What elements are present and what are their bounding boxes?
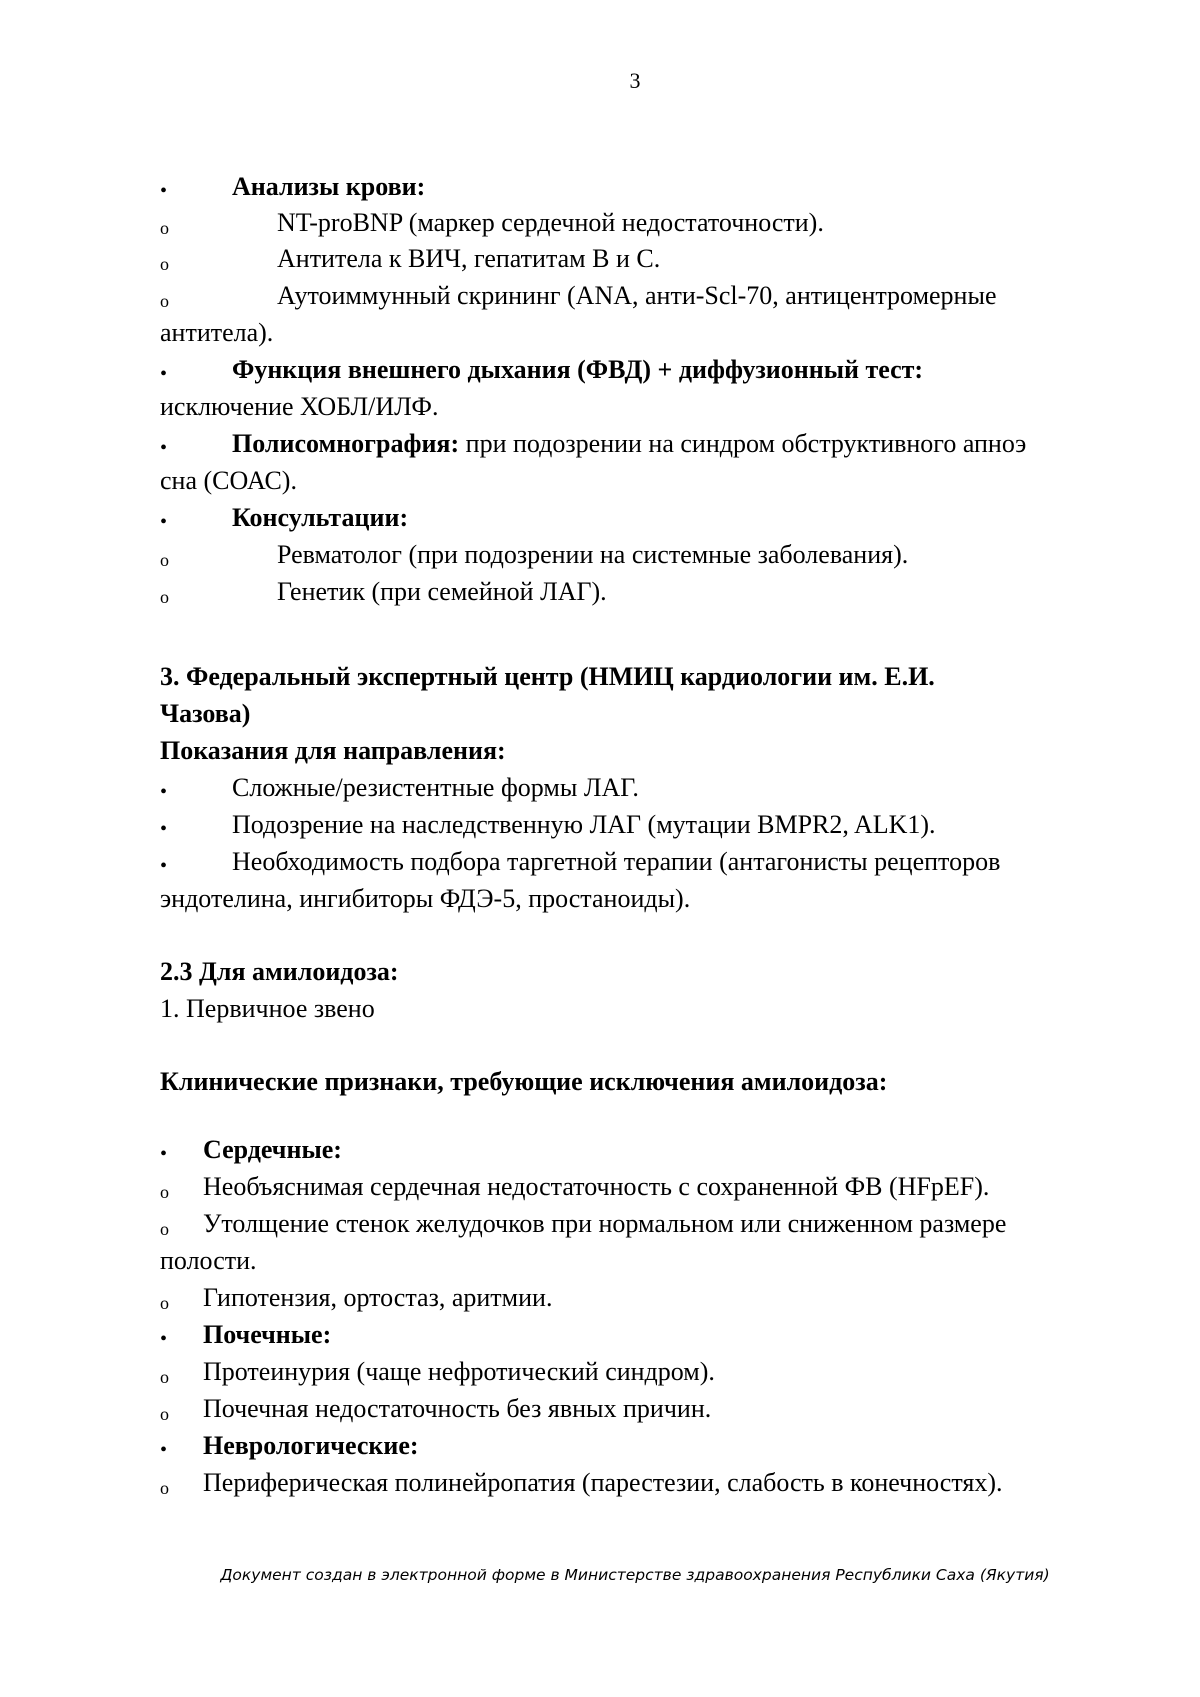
bullet-icon: • (160, 781, 168, 803)
bullet-icon: • (160, 818, 168, 840)
amyloid-heading: 2.3 Для амилоидоза: (160, 957, 399, 986)
bullet-icon: • (160, 855, 168, 877)
circle-bullet-icon: o (160, 587, 169, 607)
bullet-icon: • (160, 363, 168, 385)
list-item: Генетик (при семейной ЛАГ). (277, 577, 607, 606)
list-item-continuation: эндотелина, ингибиторы ФДЭ-5, простаноиды). (160, 884, 691, 913)
pft-heading: Функция внешнего дыхания (ФВД) + диффузионный тест: (232, 355, 924, 384)
bullet-icon: • (160, 1439, 168, 1461)
list-item-continuation: антитела). (160, 318, 274, 347)
circle-bullet-icon: o (160, 1219, 169, 1239)
list-item-continuation: полости. (160, 1246, 257, 1275)
circle-bullet-icon: o (160, 1367, 169, 1387)
list-item: Антитела к ВИЧ, гепатитам B и C. (277, 244, 661, 273)
psg-line (232, 427, 1200, 461)
list-item: Ревматолог (при подозрении на системные заболевания). (277, 540, 909, 569)
bullet-icon: • (160, 1143, 168, 1165)
list-item: Сложные/резистентные формы ЛАГ. (232, 773, 639, 802)
list-item: Периферическая полинейропатия (парестезии, слабость в конечностях). (203, 1468, 1003, 1497)
section-title-cont: Чазова) (160, 699, 251, 728)
bullet-icon: • (160, 511, 168, 533)
cardiac-heading: Сердечные: (203, 1135, 342, 1164)
consult-heading: Консультации: (232, 503, 409, 532)
primary-level: 1. Первичное звено (160, 994, 375, 1023)
signs-heading: Клинические признаки, требующие исключения амилоидоза: (160, 1067, 888, 1096)
circle-bullet-icon: o (160, 1404, 169, 1424)
pft-text: исключение ХОБЛ/ИЛФ. (160, 392, 439, 421)
neuro-heading: Неврологические: (203, 1431, 419, 1460)
blood-tests-heading: Анализы крови: (232, 172, 426, 201)
list-item: Необходимость подбора таргетной терапии (антагонисты рецепторов (232, 847, 1001, 876)
circle-bullet-icon: o (160, 1478, 169, 1498)
list-item: Протеинурия (чаще нефротический синдром). (203, 1357, 715, 1386)
list-item: Подозрение на наследственную ЛАГ (мутации BMPR2, ALK1). (232, 810, 936, 839)
bullet-icon: • (160, 180, 168, 202)
renal-heading: Почечные: (203, 1320, 332, 1349)
list-item: NT-proBNP (маркер сердечной недостаточности). (277, 208, 824, 237)
psg-continuation: сна (СОАС). (160, 466, 297, 495)
circle-bullet-icon: o (160, 1293, 169, 1313)
list-item: Гипотензия, ортостаз, аритмии. (203, 1283, 553, 1312)
psg-heading: Полисомнография: (232, 429, 460, 458)
page-number: 3 (629, 68, 641, 93)
section-title: 3. Федеральный экспертный центр (НМИЦ кардиологии им. Е.И. (160, 662, 935, 691)
bullet-icon: • (160, 437, 168, 459)
document-footer: Документ создан в электронной форме в Министерстве здравоохранения Республики Саха (Якутия) (220, 1566, 1050, 1584)
circle-bullet-icon: o (160, 550, 169, 570)
bullet-icon: • (160, 1328, 168, 1350)
circle-bullet-icon: o (160, 291, 169, 311)
circle-bullet-icon: o (160, 218, 169, 238)
list-item: Аутоиммунный скрининг (ANA, анти-Scl-70, антицентромерные (277, 281, 997, 310)
list-item: Необъяснимая сердечная недостаточность с сохраненной ФВ (HFpEF). (203, 1172, 990, 1201)
list-item: Утолщение стенок желудочков при нормальном или сниженном размере (203, 1209, 1007, 1238)
circle-bullet-icon: o (160, 1182, 169, 1202)
list-item: Почечная недостаточность без явных причин. (203, 1394, 712, 1423)
indications-heading: Показания для направления: (160, 736, 506, 765)
circle-bullet-icon: o (160, 254, 169, 274)
psg-text: при подозрении на синдром обструктивного апноэ (459, 429, 1027, 458)
